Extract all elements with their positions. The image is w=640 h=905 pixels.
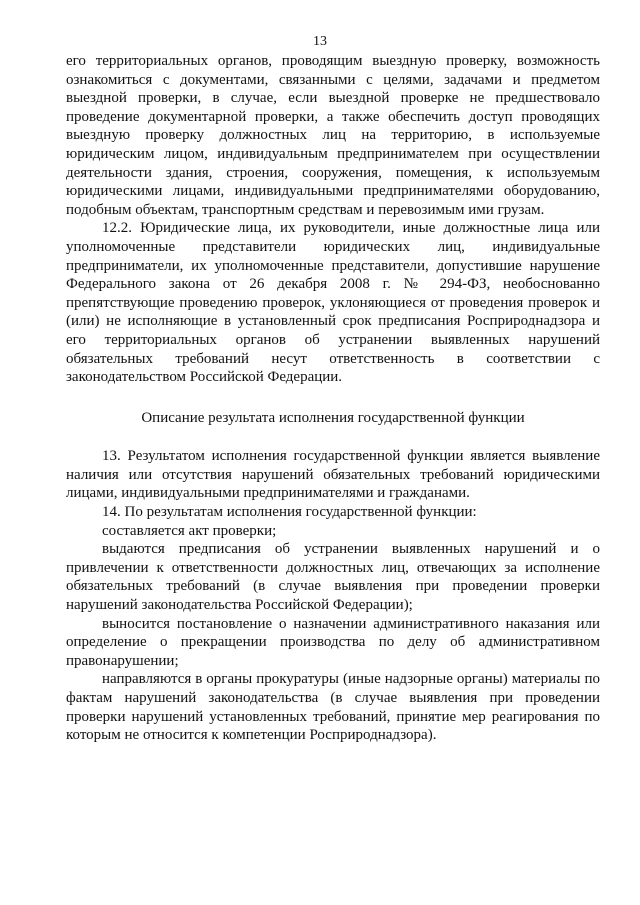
section-heading: Описание результата исполнения государственной функции — [141, 409, 525, 426]
paragraph-13: 13. Результатом исполнения государственной функции является выявление наличия или отсутствия нарушений обязательных требований юридическими лицами, индивидуальными предпринимателями и гражданами. — [66, 448, 600, 502]
paragraph-14: 14. По результатам исполнения государственной функции: — [102, 504, 477, 521]
list-item-resolution: выносится постановление о назначении административного наказания или определение о прекращении производства по делу об административном правонарушении; — [66, 615, 600, 669]
list-item-act: составляется акт проверки; — [102, 522, 277, 539]
list-item-prosecution: направляются в органы прокуратуры (иные надзорные органы) материалы по фактам нарушений законодательства (в случае выявления при проведении проверки нарушений установленных требований, принятие мер реагирования по которым не относится к компетенции Росприроднадзора). — [66, 671, 600, 744]
paragraph-continuation: его территориальных органов, проводящим выездную проверку, возможность ознакомиться с документами, связанными с целями, задачами и предметом выездной проверки, в случае, если выездной проверке не предшествовало проведение документарной проверки, а также обеспечить доступ проводящих выездную проверку должностных лиц на территорию, в используемые юридическим лицом, индивидуальным предпринимателем при осуществлении деятельности здания, строения, сооружения, помещения, к используемым юридическими лицами, индивидуальными предпринимателями оборудованию, подобным объектам, транспортным средствам и перевозимым ими грузам. — [66, 53, 600, 218]
document-body — [66, 52, 600, 745]
paragraph-12-2: 12.2. Юридические лица, их руководители, иные должностные лица или уполномоченные представители юридических лиц, индивидуальные предприниматели, их уполномоченные представители, допустившие нарушение Федерального закона от 26 декабря 2008 г. № 294-ФЗ, необоснованно препятствующие проведению проверок, уклоняющиеся от проведения проверок и (или) не исполняющие в установленный срок предписания Росприроднадзора и его территориальных органов об устранении выявленных нарушений обязательных требований несут ответственность в соответствии с законодательством Российской Федерации. — [66, 220, 600, 386]
page-number: 13 — [313, 34, 327, 49]
list-item-orders: выдаются предписания об устранении выявленных нарушений и о привлечении к ответственности должностных лиц, отвечающих за исполнение обязательных требований (в случае выявления при проведении проверки нарушений законодательства Российской Федерации); — [66, 541, 600, 614]
